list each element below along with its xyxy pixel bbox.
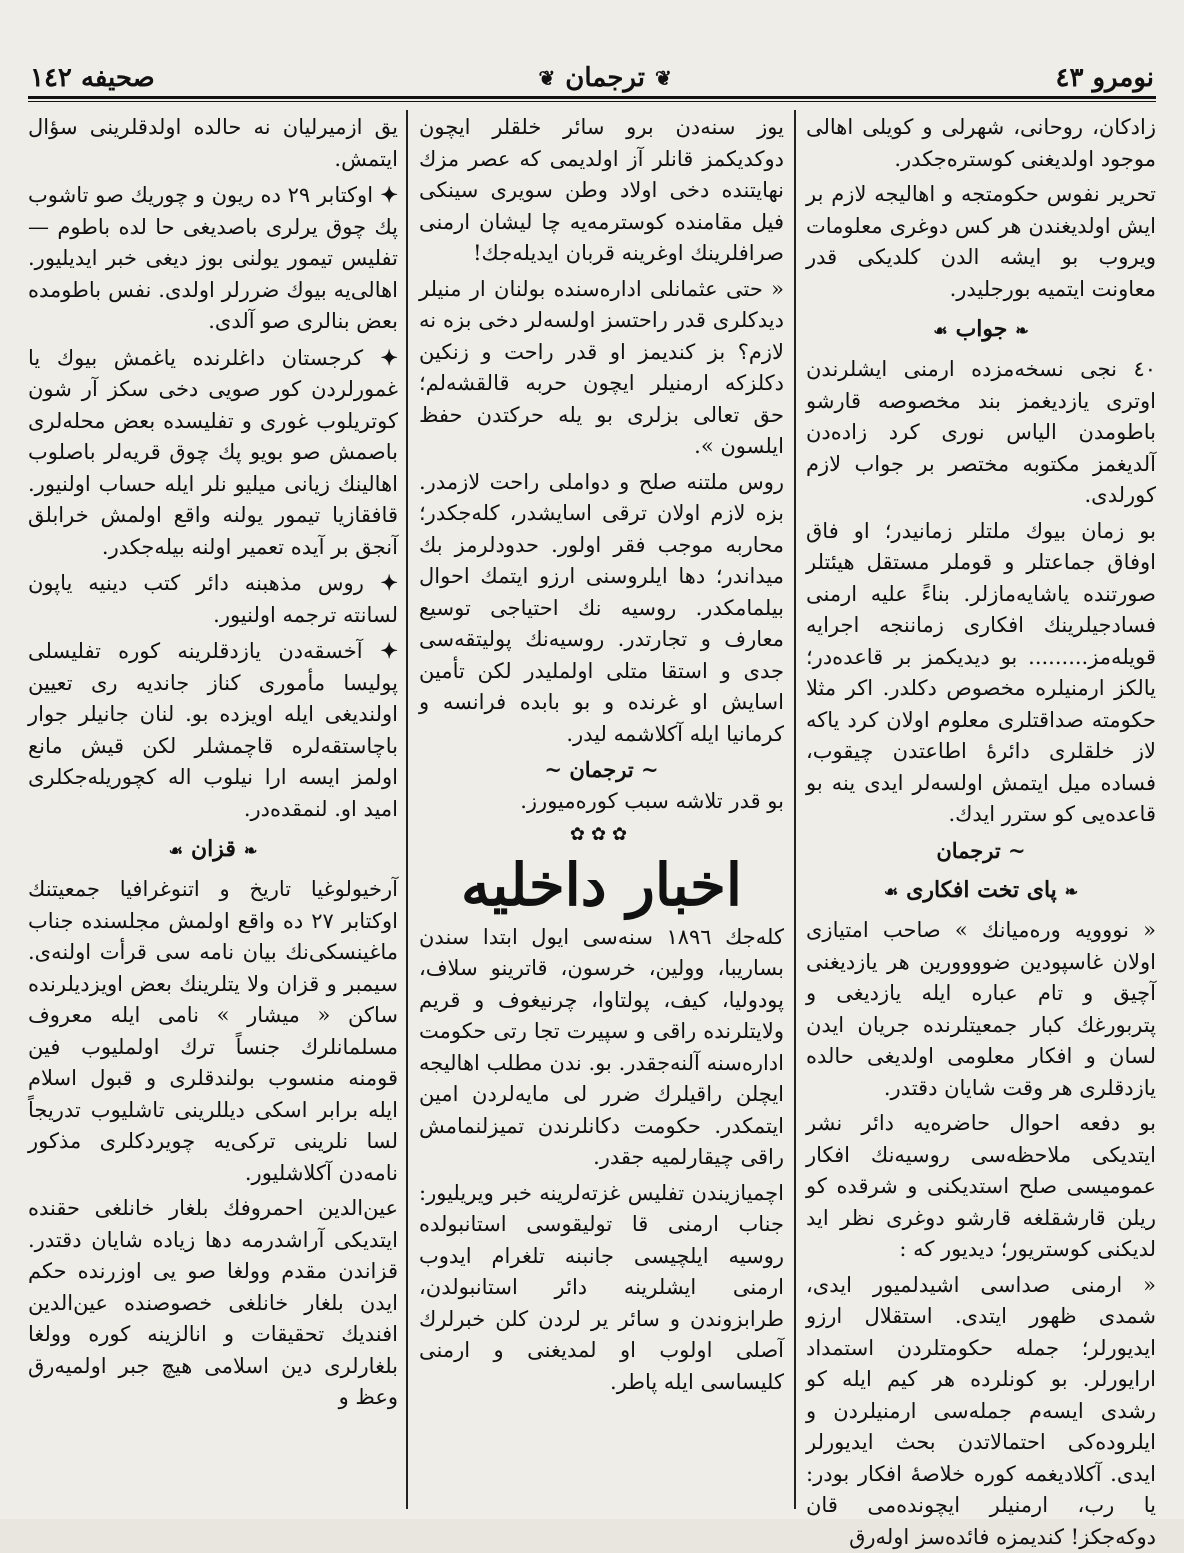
ornament-icon: ~ <box>544 757 562 782</box>
article-paragraph: « حتی عثمانلی اداره‌سنده بولنان ار منيلر ديدكلری قدر راحتسز اولسه‌لر دخی بزه نه لازم؟ بز كنديمز او قدر راحت و زنكين دكلزكه ارمنيلر ايچون حربه قالقشه‌لم؛ حق تعالی بزلری بو يله حركتدن حفظ ايلسون ». <box>419 274 784 463</box>
header-rule-thin <box>28 101 1156 102</box>
ornament-icon: ❧ <box>1007 321 1036 340</box>
column-middle <box>419 112 784 1507</box>
paragraph-text: كرجستان داغلرنده ياغمش بيوك يا غمورلردن كور صويی دخی سكز آر شون كوتريلوب غوری و تفليسده بعض محله‌لری باصمش صو بويو پك چوق قريه‌لر باصلوب اهالينك زيانی ميليو نلر ايله حساب اولنيور. قافقازيا تيمور يولنه واقع اولمش خرابلق آنجق بر آيده تعمير اولنه بيله‌جكدر. <box>28 346 398 559</box>
ornament-icon: ~ <box>1008 838 1026 863</box>
article-paragraph: « ارمنی صداسی اشيدلميور ايدی، شمدی ظهور ايتدی. استقلال ارزو ايديورلر؛ جمله حكومتلردن استمداد ارايورلر. بو كونلرده هر كيم ايله كو رشدی ايسه‌م جمله‌سی ارمنيلردن و ايلروده‌كی احتمالاتدن بحث ايديورلر ايدی. آكلاديغمه كوره خلاصۀ افكار بودر: يا رب، ارمنيلر ايچونده‌می قان دوكه‌جكز! كنديمزه فائده‌سز اوله‌رق <box>806 1270 1156 1553</box>
section-heading <box>28 833 398 866</box>
column-left <box>28 112 398 1507</box>
article-paragraph <box>28 635 398 825</box>
paragraph-text: آخسقه‌دن يازدقلرينه كوره تفليسلی پوليسا مأموری كناز جانديه ری تعيين اولنديغی ايله اويزده بو. لنان جانيلر جوار باچاستقه‌لره قاچمشلر لكن قيش مانع اولمز ايسه ارا نيلوب اله كچوريله‌جكلری اميد او. لنمقده‌در. <box>28 639 398 821</box>
column-divider <box>406 110 408 1509</box>
page-header <box>30 58 1154 98</box>
article-paragraph: بو زمان بيوك ملتلر زمانيدر؛ او فاق اوفاق جماعتلر و قوملر مستقل هيئتلر صورتنده ياشايه‌مازلر. بناءً عليه ارمنی فسادجيلرينك افكاری زماننجه اجرايه قويله‌مز......... بو ديديكمز بر قاعده‌در؛ يالكز ارمنيلره مخصوص دكلدر. اكر مثلا حكومته صداقتلری معلوم اولان كرد ياكه لاز خلقلری دائرۀ اطاعتدن چيقوب، فساده ميل ايتمش اولسه‌لر ايدی ينه بو قاعده‌يی كو سترر ايدك. <box>806 516 1156 831</box>
paragraph-text: روس مذهبنه دائر كتب دينيه ياپون لسانته ترجمه اولنيور. <box>28 571 398 627</box>
article-paragraph: زادكان، روحانی، شهرلی و كويلی اهالی موجود اولديغنی كوستره‌جكدر. <box>806 112 1156 175</box>
divider-stars: ✿✿✿ <box>419 821 784 848</box>
heading-text: جواب <box>956 316 1008 342</box>
page-number: صحیفه ١٤٢ <box>30 63 155 93</box>
article-paragraph: تحرير نفوس حكومتجه و اهاليجه لازم بر ايش اولديغندن هر كس دوغری معلومات ويروب بو ايشه الدن كلديكی قدر معاونت ايتميه بورجليدر. <box>806 179 1156 305</box>
masthead <box>539 63 672 93</box>
bullet-icon: ✦ <box>364 570 398 595</box>
ornament-icon: ❦ <box>539 66 556 90</box>
bullet-icon: ✦ <box>363 345 398 370</box>
paragraph-text: اوكتابر ٢٩ ده ريون و چوريك صو تاشوب پك چوق يرلری باصديغی حا لده باطوم — تفليس تيمور يولنی بوز ديغی خبر ايديليور. اهالی‌يه بيوك ضررلر اولدی. نفس باطومده بعض بنالری صو آلدی. <box>28 183 398 333</box>
article-paragraph: كله‌جك ١٨٩٦ سنه‌سی ايول ابتدا سندن بساريبا، وولين، خرسون، قاترينو سلاف، پودوليا، كيف، پولتاوا، چرنيغوف و قريم ولايتلرنده راقی و سپيرت تجا رتی حكومت اداره‌سنه آلنه‌جقدر. بو. ندن مطلب اهاليجه ايچلن راقيلرك ضرر لی مايه‌لردن امين ايتمكدر. حكومت دكانلرندن تميزلنمامش راقی چيقارلميه جقدر. <box>419 922 784 1174</box>
article-paragraph <box>28 179 398 338</box>
article-paragraph: بو قدر تلاشه سبب كوره‌ميورز. <box>419 786 784 818</box>
article-paragraph: بو دفعه احوال حاضره‌يه دائر نشر ايتديكی ملاحظه‌سی روسيه‌نك افكار عموميسی صلح استديكنی و شرقده كو ريلن قارشقلغه قارشو دوغری نظر ايد لديكنی كوستريور؛ ديديور كه : <box>806 1108 1156 1266</box>
column-right <box>806 112 1156 1507</box>
ornament-icon: ❦ <box>655 66 672 90</box>
column-divider <box>794 110 796 1509</box>
article-paragraph: « نووويه ورەميانك » صاحب امتيازی اولان غاسپودين ضوووورين هر يازديغنی آچيق و تام عباره ايله يازديغی و پتربورغك كبار جمعيتلرنده جريان ايدن لسان و افكار معلومی اولديغی حالده يازدقلری هر وقت شايان دقتدر. <box>806 915 1156 1104</box>
article-paragraph: يوز سنه‌دن برو سائر خلقلر ايچون دوكديكمز قانلر آز اولديمی كه عصر مزك نهايتنده دخی اولاد وطن سويری سينكی فيل مقامنده كوسترمه‌يه چا ليشان ارمنی صرافلرينك اوغرينه قربان ايديله‌جك! <box>419 112 784 270</box>
article-paragraph: روس ملتنه صلح و دواملی راحت لازمدر. بزه لازم اولان ترقی اسايشدر، كله‌جكدر؛ محاربه موجب فقر اولور. حدودلرمز بك ميداندر؛ دها ايلروسنی ارزو ايتمك احوال بيلمامكدر. روسيه نك احتياجی توسيع معارف و تجارتدر. روسيه‌نك پوليتقه‌سی جدی و استقا متلی اولمليدر لكن تأمين اسايش او غرنده و بو بابده فرانسه و كرمانيا ايله آكلاشمه ليدر. <box>419 467 784 751</box>
signature-text: ترجمان <box>936 838 1000 863</box>
article-paragraph: عين‌الدين احمروفك بلغار خانلغی حقنده ايتديكی آراشدرمه دها زياده شايان دقتدر. قزاندن مقدم وولغا صو يی اوزرنده حكم ايدن بلغار خانلغی خصوصنده عين‌الدين افنديك تحقيقات و انالزينه كوره وولغا بلغارلری دين اسلامی هيچ جبر اولميه‌رق وعظ و <box>28 1193 398 1414</box>
ornament-icon: ☙ <box>876 882 906 901</box>
signature <box>419 754 784 786</box>
header-rule <box>28 96 1156 99</box>
ornament-icon: ❧ <box>236 841 265 860</box>
article-paragraph: يق ازميرليان نه حالده اولدقلرينی سؤال ايتمش. <box>28 112 398 175</box>
article-paragraph <box>28 567 398 631</box>
ornament-icon: ❧ <box>1057 882 1086 901</box>
section-title: اخبار داخليه <box>419 854 784 918</box>
article-paragraph: آرخيولوغيا تاريخ و اتنوغرافيا جمعيتنك اوكتابر ٢٧ ده واقع اولمش مجلسنده جناب ماغينسكی‌نك بيان نامه سی قرأت اولنه‌ی. سيمبر و قزان ولا يتلرينك بعض اويزديلرنده ساكن « ميشار » نامی ايله معروف مسلمانلرك جنساً ترك اولمليوب فين قومنه منسوب بولندقلری و قبول اسلام ايله برابر اسكی ديللرينی تاشليوب تدريجاً لسا نلرينی تركی‌يه چويردكلری مذكور نامه‌دن آكلاشليور. <box>28 874 398 1189</box>
ornament-icon: ☙ <box>161 841 191 860</box>
article-paragraph: ٤٠ نجی نسخه‌مزده ارمنی ايشلرندن اوتری يازديغمز بند مخصوصه قارشو باطومدن الياس نوری كرد زاده‌دن آلديغمز مكتوبه مختصر بر جواب لازم كورلدی. <box>806 354 1156 512</box>
newspaper-title: ترجمان <box>565 63 645 93</box>
section-heading <box>806 313 1156 346</box>
article-paragraph <box>28 342 398 564</box>
issue-number: نومرو ٤٣ <box>1056 63 1155 93</box>
section-heading <box>806 874 1156 907</box>
bullet-icon: ✦ <box>363 638 398 663</box>
signature-text: ترجمان <box>569 757 633 782</box>
heading-text: پای تخت افكاری <box>906 877 1057 903</box>
article-paragraph: اچميازيندن تفليس غزته‌لرينه خبر ويريليور: جناب ارمنی قا توليقوسی استانبولده روسيه ايلچيسی جانبنه تلغرام ايدوب ارمنی ايشلرينه دائر استانبولدن، طرابزوندن و سائر ير لردن كلن خبرلرك آصلی اولوب او لمديغنی و ارمنی كليساسی ايله پاطر. <box>419 1178 784 1399</box>
heading-text: قزان <box>191 836 236 862</box>
ornament-icon: ~ <box>641 757 659 782</box>
signature <box>806 835 1156 867</box>
ornament-icon: ☙ <box>925 321 955 340</box>
bullet-icon: ✦ <box>373 182 398 207</box>
